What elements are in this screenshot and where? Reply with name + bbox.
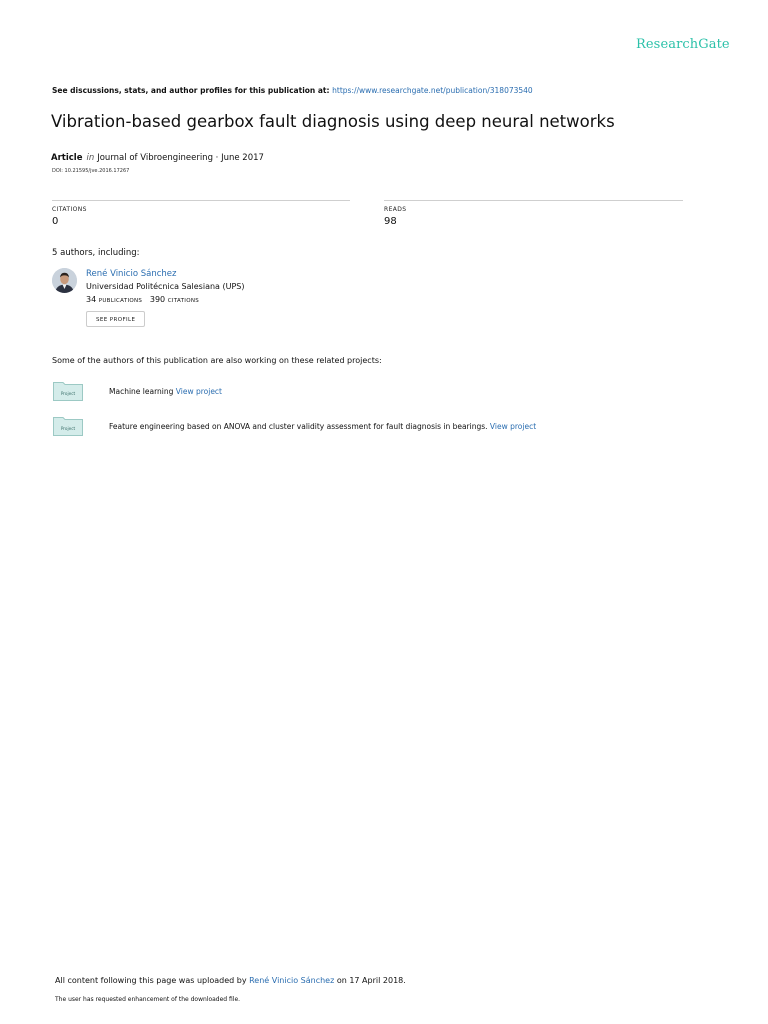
view-project-link[interactable]: View project	[489, 422, 537, 431]
publication-info-line	[52, 86, 533, 95]
upload-prefix: All content following this page was uploaded by	[55, 976, 250, 985]
publication-meta	[51, 153, 264, 163]
upload-notice	[55, 976, 406, 985]
authors-heading: 5 authors, including:	[52, 248, 140, 258]
project-folder-icon	[53, 416, 83, 436]
author-stats	[86, 295, 199, 304]
author-citations-count: 390	[149, 295, 166, 304]
uploader-link[interactable]: René Vinicio Sánchez	[249, 976, 335, 985]
reads-value: 98	[384, 216, 397, 227]
author-citations-label: CITATIONS	[167, 298, 200, 304]
project-title: Feature engineering based on ANOVA and cluster validity assessment for fault diagnosis in bearings.	[109, 422, 488, 431]
author-publications-count: 34	[86, 295, 97, 304]
in-label: in	[86, 153, 95, 163]
publication-doi: DOI: 10.21595/jve.2016.17267	[52, 168, 130, 174]
venue-date: Journal of Vibroengineering · June 2017	[97, 153, 264, 163]
upload-suffix: on 17 April 2018.	[334, 976, 406, 985]
citations-label: CITATIONS	[52, 206, 87, 213]
publication-title: Vibration-based gearbox fault diagnosis using deep neural networks	[51, 112, 615, 131]
view-project-link[interactable]: View project	[175, 387, 222, 396]
project-icon-label: Project	[60, 391, 76, 396]
enhancement-note: The user has requested enhancement of the downloaded file.	[55, 996, 241, 1003]
project-title: Machine learning	[109, 387, 174, 396]
author-name-link[interactable]: René Vinicio Sánchez	[86, 269, 177, 279]
author-avatar[interactable]	[52, 268, 77, 293]
citations-divider	[52, 200, 350, 201]
publication-url-link[interactable]: https://www.researchgate.net/publication/318073540	[332, 86, 533, 95]
reads-label: READS	[384, 206, 407, 213]
project-item	[109, 422, 536, 431]
project-folder-icon	[53, 381, 83, 401]
author-publications-label: PUBLICATIONS	[98, 298, 143, 304]
related-projects-heading: Some of the authors of this publication are also working on these related projects:	[52, 356, 382, 365]
project-item	[109, 387, 222, 396]
author-institution: Universidad Politécnica Salesiana (UPS)	[86, 282, 245, 291]
see-profile-button[interactable]: SEE PROFILE	[86, 311, 145, 327]
author-photo-icon	[52, 268, 77, 293]
reads-divider	[384, 200, 683, 201]
info-intro-text: See discussions, stats, and author profiles for this publication at:	[52, 86, 333, 95]
publication-type: Article	[51, 153, 83, 163]
citations-value: 0	[52, 216, 59, 227]
project-icon-label: Project	[60, 426, 76, 431]
researchgate-logo[interactable]: ResearchGate	[636, 37, 730, 52]
